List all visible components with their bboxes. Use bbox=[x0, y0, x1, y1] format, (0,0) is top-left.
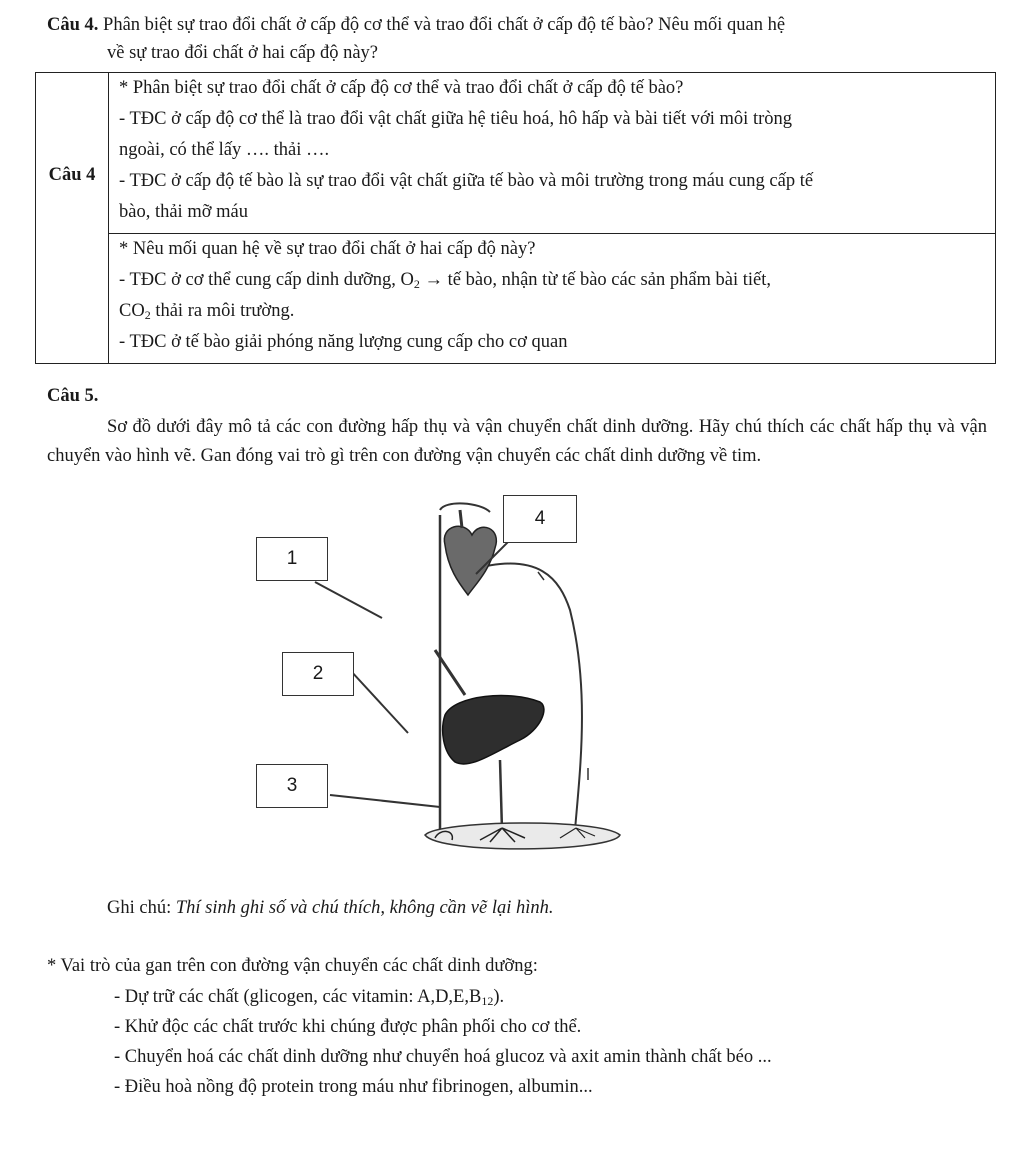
diagram-note: Ghi chú: Thí sinh ghi số và chú thích, không cần vẽ lại hình. bbox=[107, 898, 554, 918]
liver-role-title: * Vai trò của gan trên con đường vận chuyển các chất dinh dưỡng: bbox=[47, 956, 538, 976]
liver-role-bullet-4: - Điều hoà nồng độ protein trong máu như fibrinogen, albumin... bbox=[114, 1077, 593, 1097]
table-row bbox=[36, 73, 996, 234]
q5-paragraph-rest: các chất hấp thụ và vận chuyển vào hình vẽ. Gan đóng vai trò gì trên con đường vận chuyển các chất dinh dưỡng về tim. bbox=[47, 417, 987, 466]
answer-part2-cell bbox=[109, 234, 996, 364]
liver-role-bullet-3: - Chuyển hoá các chất dinh dưỡng như chuyển hoá glucoz và axit amin thành chất béo ... bbox=[114, 1047, 772, 1067]
part2-line3: - TĐC ở tế bào giải phóng năng lượng cung cấp cho cơ quan bbox=[119, 332, 568, 352]
q4-question-line1 bbox=[47, 12, 785, 40]
part1-line4: bào, thải mỡ máu bbox=[119, 202, 248, 222]
part2-heading: * Nêu mối quan hệ về sự trao đổi chất ở hai cấp độ này? bbox=[119, 239, 536, 259]
q5-paragraph-first: Sơ đồ dưới đây mô tả các con đường hấp thụ và vận chuyển chất dinh dưỡng. Hãy chú thích bbox=[107, 417, 805, 437]
heart-icon bbox=[444, 510, 496, 595]
portal-vein bbox=[500, 760, 502, 830]
part1-heading: * Phân biệt sự trao đổi chất ở cấp độ cơ thể và trao đổi chất ở cấp độ tế bào? bbox=[119, 78, 684, 98]
liver-role-bullet-2: - Khử độc các chất trước khi chúng được phân phối cho cơ thể. bbox=[114, 1017, 582, 1037]
arrow-up-icon bbox=[538, 572, 544, 580]
diagram-label-box-1: 1 bbox=[256, 537, 328, 581]
q5-paragraph bbox=[47, 413, 987, 470]
q4-answer-table bbox=[35, 72, 996, 364]
intestine-icon bbox=[425, 823, 620, 849]
part2-line1: - TĐC ở cơ thể cung cấp dinh dưỡng, $O_2$ → tế bào, nhận từ tế bào các sản phẩm bài tiết, bbox=[119, 270, 772, 291]
callout-pointer-1 bbox=[315, 582, 382, 618]
part2-line2: $CO_2$ thải ra môi trường. bbox=[119, 301, 295, 322]
table-row-label: Câu 4 bbox=[36, 73, 109, 364]
diagram-label-box-4: 4 bbox=[503, 495, 577, 543]
diagram-note-italic: Thí sinh ghi số và chú thích, không cần vẽ lại hình. bbox=[175, 898, 554, 918]
table-row bbox=[36, 234, 996, 364]
q4-question-line2: về sự trao đổi chất ở hai cấp độ này? bbox=[107, 43, 379, 63]
q5-label: Câu 5. bbox=[47, 386, 99, 406]
callout-pointer-2 bbox=[350, 670, 408, 733]
part1-line3: - TĐC ở cấp độ tế bào là sự trao đổi vật chất giữa tế bào và môi trường trong máu cung cấp tế bbox=[119, 171, 814, 191]
q4-question-text: Phân biệt sự trao đổi chất ở cấp độ cơ thể và trao đổi chất ở cấp độ tế bào? Nêu mối quan hệ bbox=[103, 15, 786, 35]
diagram-label-box-2: 2 bbox=[282, 652, 354, 696]
aorta-vessel bbox=[440, 503, 490, 512]
diagram-label-box-3: 3 bbox=[256, 764, 328, 808]
part1-line2: ngoài, có thể lấy …. thải …. bbox=[119, 140, 330, 160]
part1-line1: - TĐC ở cấp độ cơ thể là trao đổi vật chất giữa hệ tiêu hoá, hô hấp và bài tiết với môi tròng bbox=[119, 109, 792, 129]
answer-part1-cell bbox=[109, 73, 996, 234]
liver-role-bullet-1: - Dự trữ các chất (glicogen, các vitamin: $A,D,E,B_{12}$). bbox=[114, 987, 505, 1008]
q4-label: Câu 4. bbox=[47, 15, 99, 35]
callout-pointer-3 bbox=[330, 795, 440, 807]
liver-icon bbox=[443, 696, 544, 764]
